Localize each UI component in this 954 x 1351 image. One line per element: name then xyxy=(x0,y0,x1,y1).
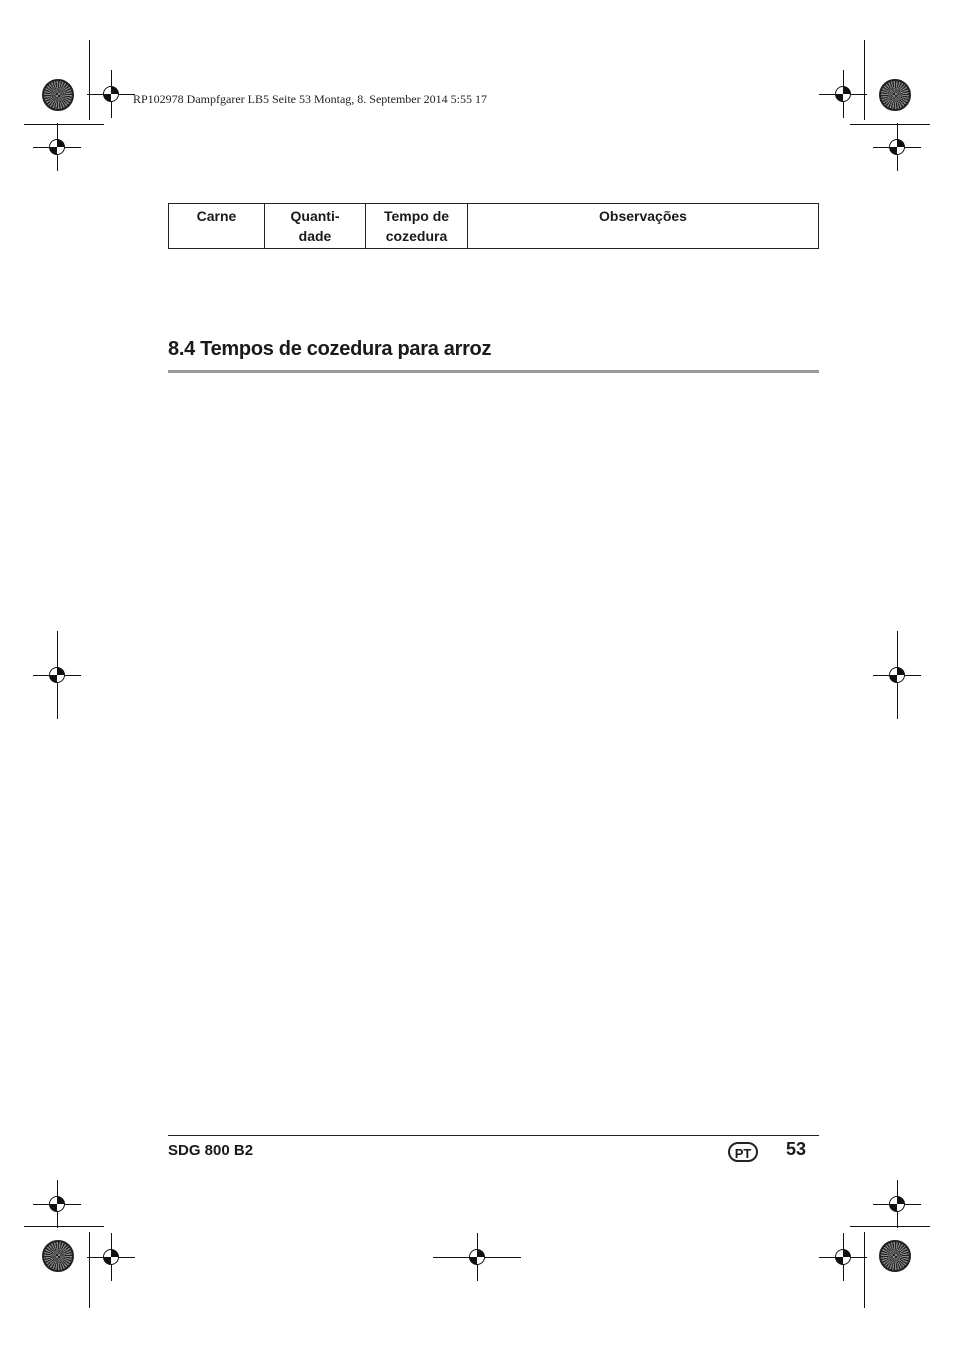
footer-model: SDG 800 B2 xyxy=(168,1142,254,1159)
meat-table xyxy=(168,203,819,249)
registration-target-icon xyxy=(42,79,74,111)
page-number: 53 xyxy=(786,1139,807,1159)
column-header: Quanti- dade xyxy=(265,204,366,249)
print-header: RP102978 Dampfgarer LB5 Seite 53 Montag, 8. September 2014 5:55 17 xyxy=(133,92,487,106)
footer-divider xyxy=(168,1135,819,1136)
registration-target-icon xyxy=(42,1240,74,1272)
registration-target-icon xyxy=(879,79,911,111)
column-header: Observações xyxy=(468,204,819,249)
column-header: Carne xyxy=(169,204,265,249)
section-title: 8.4 Tempos de cozedura para arroz xyxy=(168,338,492,360)
column-header: Tempo de cozedura xyxy=(366,204,468,249)
section-divider xyxy=(168,370,819,373)
language-badge: PT xyxy=(728,1142,758,1162)
registration-target-icon xyxy=(879,1240,911,1272)
table-header-row xyxy=(169,204,819,249)
